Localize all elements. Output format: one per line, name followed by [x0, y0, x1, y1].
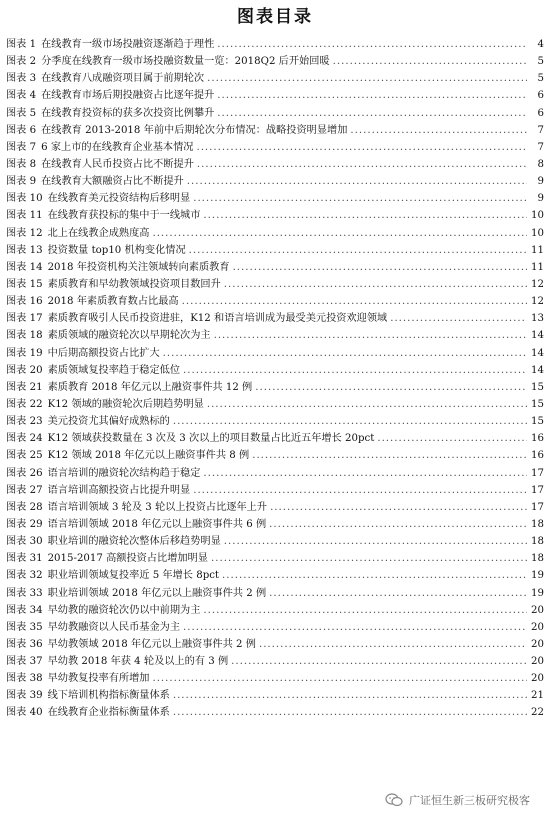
toc-entry[interactable] — [6, 276, 544, 293]
toc-entry-label: 图表 27 — [6, 484, 43, 496]
dot-leader — [231, 653, 527, 670]
toc-entry[interactable] — [6, 225, 544, 242]
toc-entry-page: 15 — [531, 381, 544, 393]
toc-entry[interactable] — [6, 499, 544, 516]
toc-entry-page: 20 — [531, 621, 544, 633]
toc-entry-title: 素质领域的融资轮次以早期轮次为主 — [47, 330, 211, 342]
toc-entry-page: 19 — [531, 587, 544, 599]
toc-entry[interactable] — [6, 704, 544, 721]
toc-entry-title: 2015-2017 高额投资占比增加明显 — [47, 553, 208, 565]
toc-entry-page: 12 — [531, 278, 544, 290]
toc-entry-label: 图表 25 — [6, 450, 43, 462]
toc-entry-label: 图表 12 — [6, 227, 43, 239]
toc-entry-label: 图表 40 — [6, 707, 43, 719]
wechat-icon — [385, 793, 403, 807]
watermark — [385, 792, 530, 808]
dot-leader — [224, 533, 527, 550]
toc-entry-title: 早幼教融资以人民币基金为主 — [47, 621, 181, 633]
toc-entry-label: 图表 30 — [6, 536, 43, 548]
toc-entry-label: 图表 38 — [6, 673, 43, 685]
toc-entry-label: 图表 8 — [6, 158, 37, 170]
toc-entry[interactable] — [6, 70, 544, 87]
toc-entry-title: 早幼教 2018 年获 4 轮及以上的有 3 例 — [47, 656, 229, 668]
dot-leader — [193, 190, 527, 207]
toc-entry-page: 11 — [531, 244, 544, 256]
toc-entry-title: 6 家上市的在线教育企业基本情况 — [41, 141, 194, 153]
toc-entry-title: 美元投资尤其偏好成熟标的 — [47, 416, 170, 428]
toc-entry-page: 16 — [531, 450, 544, 462]
toc-entry-page: 15 — [531, 416, 544, 428]
toc-entry-page: 17 — [531, 484, 544, 496]
dot-leader — [203, 207, 527, 224]
page-title: 图表目录 — [237, 7, 313, 27]
dot-leader — [196, 139, 527, 156]
toc-entry[interactable] — [6, 122, 544, 139]
toc-entry[interactable] — [6, 36, 544, 53]
toc-entry-title: 北上在线教企成熟度高 — [47, 227, 150, 239]
toc-entry-label: 图表 18 — [6, 330, 43, 342]
toc-entry-label: 图表 14 — [6, 261, 43, 273]
toc-entry-title: 2018 年素质教育数占比最高 — [47, 296, 179, 308]
toc-entry-title: 素质教育和早幼教领域投资项目数回升 — [47, 278, 221, 290]
dot-leader — [203, 602, 527, 619]
dot-leader — [214, 327, 527, 344]
toc-entry[interactable] — [6, 259, 544, 276]
toc-entry-page: 14 — [531, 330, 544, 342]
toc-entry-title: 素质教育吸引人民币投资进驻，K12 和语言培训成为最受美元投资欢迎领域 — [47, 313, 388, 325]
toc-entry[interactable] — [6, 207, 544, 224]
toc-entry[interactable] — [6, 242, 544, 259]
toc-entry-page: 15 — [531, 398, 544, 410]
dot-leader — [224, 276, 527, 293]
dot-leader — [207, 70, 527, 87]
dot-leader — [377, 430, 527, 447]
toc-entry-title: 语言培训领域 2018 年亿元以上融资事件共 6 例 — [47, 518, 267, 530]
dot-leader — [269, 585, 527, 602]
dot-leader — [193, 482, 527, 499]
toc-entry-title: 早幼教复投率有所增加 — [47, 673, 150, 685]
toc-entry[interactable] — [6, 139, 544, 156]
toc-entry[interactable] — [6, 585, 544, 602]
toc-entry[interactable] — [6, 156, 544, 173]
toc-entry-page: 12 — [531, 296, 544, 308]
toc-entry-title: 语言培训高额投资占比提升明显 — [47, 484, 191, 496]
toc-entry-title: 素质教育 2018 年亿元以上融资事件共 12 例 — [47, 381, 253, 393]
toc-entry-title: 线下培训机构指标衡量体系 — [47, 690, 170, 702]
toc-entry-page: 7 — [537, 124, 544, 136]
toc-entry-title: 在线教育八成融资项目属于前期轮次 — [41, 73, 205, 85]
toc-entry[interactable] — [6, 362, 544, 379]
toc-entry[interactable] — [6, 567, 544, 584]
toc-entry-title: 在线教育获投标的集中于一线城市 — [47, 210, 201, 222]
toc-entry-label: 图表 2 — [6, 56, 37, 68]
toc-entry-label: 图表 6 — [6, 124, 37, 136]
toc-entry-label: 图表 36 — [6, 638, 43, 650]
toc-entry[interactable] — [6, 533, 544, 550]
toc-entry-page: 11 — [531, 261, 544, 273]
dot-leader — [333, 53, 527, 70]
toc-entry-title: 在线教育人民币投资占比不断提升 — [41, 158, 194, 170]
toc-entry[interactable] — [6, 293, 544, 310]
toc-entry-page: 4 — [537, 39, 544, 50]
dot-leader — [173, 413, 527, 430]
dot-leader — [163, 345, 527, 362]
toc-entry-title: 职业培训领域 2018 年亿元以上融资事件共 2 例 — [47, 587, 267, 599]
dot-leader — [183, 362, 527, 379]
dot-leader — [217, 87, 527, 104]
toc-entry-label: 图表 3 — [6, 73, 37, 85]
toc-entry[interactable] — [6, 670, 544, 687]
toc-entry-page: 10 — [531, 227, 544, 239]
toc-entry-page: 6 — [537, 107, 544, 119]
toc-entry-page: 7 — [537, 141, 544, 153]
dot-leader — [350, 122, 527, 139]
toc-entry-title: 投资数量 top10 机构变化情况 — [47, 244, 186, 256]
dot-leader — [233, 259, 527, 276]
dot-leader — [189, 242, 527, 259]
toc-entry-label: 图表 37 — [6, 656, 43, 668]
toc-entry-page: 20 — [531, 604, 544, 616]
dot-leader — [197, 156, 527, 173]
toc-entry-label: 图表 11 — [6, 210, 43, 222]
toc-entry-title: 中后期高额投资占比扩大 — [47, 347, 160, 359]
toc-entry[interactable] — [6, 636, 544, 653]
toc-entry-page: 5 — [537, 56, 544, 68]
dot-leader — [183, 619, 527, 636]
toc-entry-page: 20 — [531, 656, 544, 668]
toc-entry-label: 图表 39 — [6, 690, 43, 702]
dot-leader — [252, 447, 527, 464]
toc-entry[interactable] — [6, 465, 544, 482]
toc-entry-page: 10 — [531, 210, 544, 222]
toc-entry-title: 在线教育企业指标衡量体系 — [47, 707, 170, 719]
toc-entry-title: 在线教育一级市场投融资逐渐趋于理性 — [41, 39, 215, 50]
toc-entry-title: 职业培训领域复投率近 5 年增长 8pct — [47, 570, 220, 582]
toc-entry-page: 19 — [531, 570, 544, 582]
toc-entry-page: 18 — [531, 518, 544, 530]
toc-entry-title: 分季度在线教育一级市场投融资数量一览：2018Q2 后开始回暖 — [41, 56, 330, 68]
toc-entry[interactable] — [6, 53, 544, 70]
toc-entry-title: 在线教育市场后期投融资占比逐年提升 — [41, 90, 215, 102]
dot-leader — [152, 670, 527, 687]
toc-entry-title: K12 领域 2018 年亿元以上融资事件共 8 例 — [47, 450, 250, 462]
toc-entry-title: K12 领域获投数量在 3 次及 3 次以上的项目数量占比近五年增长 20pct — [47, 433, 375, 445]
toc-entry-label: 图表 24 — [6, 433, 43, 445]
toc-entry-label: 图表 21 — [6, 381, 43, 393]
dot-leader — [152, 225, 527, 242]
toc-entry-title: 职业培训的融资轮次整体后移趋势明显 — [47, 536, 221, 548]
toc-entry-page: 14 — [531, 364, 544, 376]
toc-entry-label: 图表 10 — [6, 193, 43, 205]
toc-entry-page: 13 — [531, 313, 544, 325]
toc-entry-label: 图表 5 — [6, 107, 37, 119]
toc-entry-page: 9 — [537, 176, 544, 188]
toc-entry-page: 8 — [537, 158, 544, 170]
table-of-figures — [6, 36, 544, 722]
toc-entry-label: 图表 34 — [6, 604, 43, 616]
watermark-text: 广证恒生新三板研究极客 — [409, 794, 530, 807]
toc-entry-page: 20 — [531, 638, 544, 650]
toc-entry-page: 22 — [531, 707, 544, 719]
toc-entry[interactable] — [6, 413, 544, 430]
dot-leader — [207, 396, 527, 413]
toc-entry-label: 图表 31 — [6, 553, 43, 565]
toc-entry-title: 早幼教的融资轮次仍以中前期为主 — [47, 604, 201, 616]
toc-entry-page: 21 — [531, 690, 544, 702]
toc-entry[interactable] — [6, 396, 544, 413]
dot-leader — [182, 293, 527, 310]
toc-entry-label: 图表 15 — [6, 278, 43, 290]
dot-leader — [203, 465, 527, 482]
toc-entry[interactable] — [6, 190, 544, 207]
toc-entry-page: 9 — [537, 193, 544, 205]
toc-entry[interactable] — [6, 687, 544, 704]
toc-entry-label: 图表 1 — [6, 39, 37, 50]
dot-leader — [211, 550, 527, 567]
dot-leader — [259, 636, 527, 653]
toc-entry-label: 图表 33 — [6, 587, 43, 599]
toc-entry-title: 2018 年投资机构关注领域转向素质教育 — [47, 261, 230, 273]
toc-entry-page: 6 — [537, 90, 544, 102]
toc-entry-label: 图表 16 — [6, 296, 43, 308]
toc-entry-page: 16 — [531, 433, 544, 445]
toc-entry-label: 图表 20 — [6, 364, 43, 376]
dot-leader — [217, 36, 527, 53]
toc-entry-page: 5 — [537, 73, 544, 85]
toc-entry-label: 图表 9 — [6, 176, 37, 188]
toc-entry-label: 图表 28 — [6, 501, 43, 513]
dot-leader — [173, 687, 527, 704]
toc-entry-title: 语言培训的融资轮次结构趋于稳定 — [47, 467, 201, 479]
toc-entry-page: 14 — [531, 347, 544, 359]
toc-entry-label: 图表 13 — [6, 244, 43, 256]
dot-leader — [390, 310, 527, 327]
toc-entry-title: 在线教育 2013-2018 年前中后期轮次分布情况：战略投资明显增加 — [41, 124, 348, 136]
toc-entry-label: 图表 26 — [6, 467, 43, 479]
toc-entry-label: 图表 22 — [6, 398, 43, 410]
toc-entry-page: 18 — [531, 553, 544, 565]
dot-leader — [187, 173, 527, 190]
toc-entry[interactable] — [6, 173, 544, 190]
toc-entry[interactable] — [6, 87, 544, 104]
toc-entry[interactable] — [6, 105, 544, 122]
toc-entry[interactable] — [6, 430, 544, 447]
toc-entry-label: 图表 32 — [6, 570, 43, 582]
toc-entry[interactable] — [6, 550, 544, 567]
toc-entry-title: 素质领域复投率趋于稳定低位 — [47, 364, 181, 376]
toc-entry[interactable] — [6, 310, 544, 327]
dot-leader — [173, 704, 527, 721]
dot-leader — [222, 567, 527, 584]
toc-entry-title: 在线教育大额融资占比不断提升 — [41, 176, 184, 188]
toc-entry[interactable] — [6, 327, 544, 344]
toc-entry[interactable] — [6, 482, 544, 499]
dot-leader — [270, 499, 527, 516]
toc-entry[interactable] — [6, 345, 544, 362]
toc-entry-page: 18 — [531, 536, 544, 548]
toc-entry-label: 图表 7 — [6, 141, 37, 153]
toc-entry[interactable] — [6, 619, 544, 636]
dot-leader — [217, 105, 527, 122]
toc-entry[interactable] — [6, 447, 544, 464]
toc-entry-label: 图表 35 — [6, 621, 43, 633]
dot-leader — [269, 516, 527, 533]
toc-entry[interactable] — [6, 516, 544, 533]
toc-entry-label: 图表 4 — [6, 90, 37, 102]
toc-entry-label: 图表 19 — [6, 347, 43, 359]
toc-entry-page: 17 — [531, 501, 544, 513]
toc-entry[interactable] — [6, 602, 544, 619]
toc-entry-title: 在线教育美元投资结构后移明显 — [47, 193, 191, 205]
toc-entry-title: K12 领域的融资轮次后期趋势明显 — [47, 398, 204, 410]
toc-entry-title: 早幼教领域 2018 年亿元以上融资事件共 2 例 — [47, 638, 256, 650]
toc-entry-title: 语言培训领域 3 轮及 3 轮以上投资占比逐年上升 — [47, 501, 268, 513]
toc-entry-title: 在线教育投资标的获多次投资比例攀升 — [41, 107, 215, 119]
toc-entry[interactable] — [6, 653, 544, 670]
toc-entry-page: 20 — [531, 673, 544, 685]
toc-entry[interactable] — [6, 379, 544, 396]
dot-leader — [255, 379, 527, 396]
toc-entry-page: 17 — [531, 467, 544, 479]
toc-entry-label: 图表 17 — [6, 313, 43, 325]
toc-entry-label: 图表 29 — [6, 518, 43, 530]
toc-entry-label: 图表 23 — [6, 416, 43, 428]
